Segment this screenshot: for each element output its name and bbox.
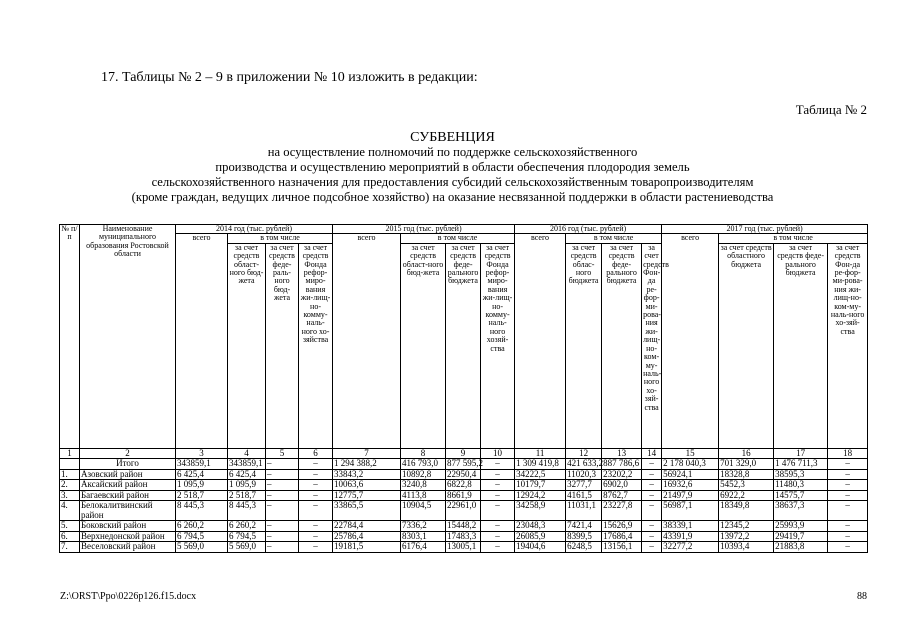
column-number: 3 bbox=[176, 448, 228, 459]
column-number: 9 bbox=[446, 448, 481, 459]
table-cell: 26085,9 bbox=[515, 531, 566, 542]
table-cell: 56924,1 bbox=[662, 469, 719, 480]
table-cell: 421 633,2 bbox=[567, 458, 604, 469]
table-cell: 887 786,6 bbox=[602, 459, 642, 470]
table-cell: – bbox=[642, 521, 662, 532]
table-cell: 343859,1 bbox=[176, 459, 228, 470]
table-cell: – bbox=[299, 521, 333, 532]
header-total: всего bbox=[333, 234, 401, 448]
title-heading: СУБВЕНЦИЯ bbox=[410, 130, 495, 145]
table-cell: – bbox=[642, 490, 662, 501]
table-cell: 8 445,3 bbox=[176, 501, 228, 521]
header-total: всего bbox=[515, 234, 566, 448]
table-cell: – bbox=[299, 501, 333, 521]
header-year-2017: 2017 год (тыс. рублей) bbox=[662, 225, 868, 234]
header-total: всего bbox=[176, 234, 228, 448]
municipality-name: Аксайский район bbox=[80, 480, 176, 491]
row-number bbox=[60, 459, 80, 470]
table-cell: – bbox=[299, 459, 333, 470]
header-housing-fund: за счет средств Фон-да ре-фор-ми-рова-ния жи-лищ-но-ком-му-наль-ного хо-зяй-ства bbox=[642, 243, 662, 448]
table-cell: 1 294 388,2 bbox=[333, 459, 401, 470]
table-cell: 6 260,2 bbox=[176, 521, 228, 532]
header-incl: в том числе bbox=[566, 234, 662, 243]
table-cell: 10179,7 bbox=[515, 480, 566, 491]
column-number: 15 bbox=[662, 448, 719, 459]
title-line: сельскохозяйственного назначения для предоставления субсидий сельскохозяйственным товаропроизводителям bbox=[151, 175, 754, 189]
table-cell: 15448,2 bbox=[446, 521, 481, 532]
table-row bbox=[60, 542, 868, 553]
header-name: Наименование муниципального образования Ростовской области bbox=[80, 225, 176, 449]
table-cell: 3277,7 bbox=[566, 480, 602, 491]
column-number: 10 bbox=[481, 448, 515, 459]
table-cell: 10393,4 bbox=[719, 542, 774, 553]
table-cell: 23202,2 bbox=[602, 469, 642, 480]
table-cell: 19181,5 bbox=[333, 542, 401, 553]
table-cell: 6 260,2 bbox=[228, 521, 266, 532]
table-cell: – bbox=[299, 542, 333, 553]
table-cell: 4113,8 bbox=[401, 490, 446, 501]
table-cell: 3240,8 bbox=[401, 480, 446, 491]
table-cell: – bbox=[642, 542, 662, 553]
header-regional-budget: за счет средств област-ного бюд-жета bbox=[401, 243, 446, 448]
table-cell: 6922,2 bbox=[719, 490, 774, 501]
table-cell: 32277,2 bbox=[662, 542, 719, 553]
table-cell: – bbox=[481, 521, 515, 532]
table-cell: – bbox=[266, 459, 299, 470]
table-cell: 343859,1 bbox=[228, 459, 266, 470]
column-number: 1 bbox=[60, 448, 80, 459]
table-cell: 33865,5 bbox=[333, 501, 401, 521]
table-cell: 2 178 040,3 bbox=[662, 459, 719, 470]
header-incl: в том числе bbox=[719, 234, 868, 243]
header-housing-fund: за счет средств Фон-да ре-фор-ми-рова-ния жи-лищ-но-ком-му-наль-ного хо-зяй-ства bbox=[828, 243, 868, 448]
document-title bbox=[0, 130, 905, 205]
table-row bbox=[60, 480, 868, 491]
table-cell: 15626,9 bbox=[602, 521, 642, 532]
table-cell: 10904,5 bbox=[401, 501, 446, 521]
table-cell: 10892,8 bbox=[401, 469, 446, 480]
row-number: 3. bbox=[60, 490, 80, 501]
table-cell: – bbox=[266, 490, 299, 501]
header-housing-fund: за счет средств Фонда рефор-миро-вания жи-лищ-но-комму-наль-ного хо-зяйства bbox=[299, 243, 333, 448]
row-number: 1. bbox=[60, 469, 80, 480]
column-number: 12 bbox=[566, 448, 602, 459]
table-cell: 6 425,4 bbox=[176, 469, 228, 480]
column-number: 8 bbox=[401, 448, 446, 459]
table-cell: 12924,2 bbox=[515, 490, 566, 501]
title-line: производства и осуществлению мероприятий в области обеспечения плодородия земель bbox=[215, 160, 690, 174]
table-cell: 23227,8 bbox=[602, 501, 642, 521]
column-number: 4 bbox=[228, 448, 266, 459]
table-cell: 56987,1 bbox=[662, 501, 719, 521]
table-cell: 6 794,5 bbox=[228, 531, 266, 542]
table-cell: 8303,1 bbox=[401, 531, 446, 542]
table-cell: – bbox=[299, 480, 333, 491]
table-cell: 1 095,9 bbox=[176, 480, 228, 491]
header-year-2015: 2015 год (тыс. рублей) bbox=[333, 225, 515, 234]
header-federal-budget: за счет средств феде-рального бюджета bbox=[602, 243, 642, 448]
table-row bbox=[60, 501, 868, 521]
table-row bbox=[60, 521, 868, 532]
table-cell: – bbox=[266, 469, 299, 480]
table-cell: – bbox=[481, 501, 515, 521]
table-cell: 25993,9 bbox=[774, 521, 828, 532]
table-cell: 16932,6 bbox=[662, 480, 719, 491]
table-cell: 38339,1 bbox=[662, 521, 719, 532]
table-cell: 4161,5 bbox=[566, 490, 602, 501]
table-cell: – bbox=[299, 531, 333, 542]
row-number: 6. bbox=[60, 531, 80, 542]
table-cell: – bbox=[642, 469, 662, 480]
table-number: Таблица № 2 bbox=[795, 102, 867, 117]
table-cell: 13005,1 bbox=[446, 542, 481, 553]
row-number: 7. bbox=[60, 542, 80, 553]
table-row bbox=[60, 531, 868, 542]
table-cell: 8 445,3 bbox=[228, 501, 266, 521]
header-incl: в том числе bbox=[228, 234, 333, 243]
table-cell: 6822,8 bbox=[446, 480, 481, 491]
table-cell: 11031,1 bbox=[566, 501, 602, 521]
table-cell: 12775,7 bbox=[333, 490, 401, 501]
table-cell: 11020,3 bbox=[566, 469, 602, 480]
table-cell: 2 518,7 bbox=[228, 490, 266, 501]
header-regional-budget: за счет средств област-ного бюд-жета bbox=[228, 243, 266, 448]
table-cell: 416 793,0 bbox=[401, 459, 446, 470]
table-cell: 34222,5 bbox=[515, 469, 566, 480]
table-cell: – bbox=[266, 531, 299, 542]
table-cell: 6248,5 bbox=[566, 542, 602, 553]
municipality-name: Веселовский район bbox=[80, 542, 176, 553]
table-cell: – bbox=[828, 501, 868, 521]
header-federal-budget: за счет средств феде-рального бюджета bbox=[774, 243, 828, 448]
table-cell: 17686,4 bbox=[602, 531, 642, 542]
table-cell: 11480,3 bbox=[774, 480, 828, 491]
header-federal-budget: за счет средств феде-раль-ного бюд-жета bbox=[266, 243, 299, 448]
table-cell: 6902,0 bbox=[602, 480, 642, 491]
table-cell: 17483,3 bbox=[446, 531, 481, 542]
table-cell: 43391,9 bbox=[662, 531, 719, 542]
table-row bbox=[60, 469, 868, 480]
table-cell: – bbox=[481, 459, 515, 470]
table-cell: 14575,7 bbox=[774, 490, 828, 501]
header-incl: в том числе bbox=[401, 234, 515, 243]
table-cell: 29419,7 bbox=[774, 531, 828, 542]
table-cell: – bbox=[828, 531, 868, 542]
table-cell: 8661,9 bbox=[446, 490, 481, 501]
table-cell: 12345,2 bbox=[719, 521, 774, 532]
municipality-name: Азовский район bbox=[80, 469, 176, 480]
header-year-2016: 2016 год (тыс. рублей) bbox=[515, 225, 662, 234]
header-row-groups bbox=[60, 234, 868, 243]
table-cell: – bbox=[266, 521, 299, 532]
table-cell: – bbox=[299, 490, 333, 501]
column-number: 6 bbox=[299, 448, 333, 459]
table-cell: – bbox=[266, 542, 299, 553]
table-cell: 33843,2 bbox=[333, 469, 401, 480]
table-cell: 38595,3 bbox=[774, 469, 828, 480]
row-number: 5. bbox=[60, 521, 80, 532]
table-cell: 22961,0 bbox=[446, 501, 481, 521]
row-number: 2. bbox=[60, 480, 80, 491]
table-cell: 38637,3 bbox=[774, 501, 828, 521]
municipality-name: Белокалитвинский район bbox=[80, 501, 176, 521]
table-cell: – bbox=[828, 459, 868, 470]
table-row bbox=[60, 490, 868, 501]
municipality-name: Боковский район bbox=[80, 521, 176, 532]
table-cell: – bbox=[828, 480, 868, 491]
municipality-name: Верхнедонской район bbox=[80, 531, 176, 542]
table-cell: 8762,7 bbox=[602, 490, 642, 501]
table-cell: – bbox=[828, 469, 868, 480]
table-cell: 22784,4 bbox=[333, 521, 401, 532]
column-number: 17 bbox=[774, 448, 828, 459]
table-cell: 10063,6 bbox=[333, 480, 401, 491]
table-cell: 701 329,0 bbox=[719, 459, 774, 470]
column-number: 16 bbox=[719, 448, 774, 459]
table-cell: – bbox=[642, 459, 662, 470]
title-line: (кроме граждан, ведущих личное подсобное хозяйство) на оказание несвязанной поддержки в области растениеводства bbox=[131, 190, 774, 204]
table-row bbox=[60, 459, 868, 470]
table-cell: 8399,5 bbox=[566, 531, 602, 542]
table-cell: – bbox=[828, 490, 868, 501]
table-cell: – bbox=[642, 531, 662, 542]
table-cell: 6176,4 bbox=[401, 542, 446, 553]
table-cell: – bbox=[266, 480, 299, 491]
table-cell: – bbox=[481, 480, 515, 491]
table-cell: 21497,9 bbox=[662, 490, 719, 501]
column-number: 18 bbox=[828, 448, 868, 459]
table-cell: 23048,3 bbox=[515, 521, 566, 532]
intro-text: 17. Таблицы № 2 – 9 в приложении № 10 изложить в редакции: bbox=[101, 70, 478, 85]
header-housing-fund: за счет средств Фонда рефор-миро-вания жи-лищ-но-комму-наль-ного хозяй-ства bbox=[481, 243, 515, 448]
table-cell: 5 569,0 bbox=[228, 542, 266, 553]
header-federal-budget: за счет средств феде-рального бюджета bbox=[446, 243, 481, 448]
table-cell: 6 425,4 bbox=[228, 469, 266, 480]
subvention-table bbox=[59, 224, 868, 553]
title-line: на осуществление полномочий по поддержке сельскохозяйственного bbox=[267, 145, 638, 159]
table-cell: – bbox=[642, 480, 662, 491]
row-number: 4. bbox=[60, 501, 80, 521]
table-cell: 25786,4 bbox=[333, 531, 401, 542]
column-number-row bbox=[60, 448, 868, 459]
table-cell: 5452,3 bbox=[719, 480, 774, 491]
header-total: всего bbox=[662, 234, 719, 448]
table-cell: 13972,2 bbox=[719, 531, 774, 542]
table-cell: 7336,2 bbox=[401, 521, 446, 532]
column-number: 7 bbox=[333, 448, 401, 459]
table-cell: 21883,8 bbox=[774, 542, 828, 553]
table-cell: 1 095,9 bbox=[228, 480, 266, 491]
table-cell: 2 518,7 bbox=[176, 490, 228, 501]
page-number: 88 bbox=[857, 591, 867, 602]
column-number: 5 bbox=[266, 448, 299, 459]
table-cell: – bbox=[266, 501, 299, 521]
table-cell: – bbox=[299, 469, 333, 480]
table-cell: 5 569,0 bbox=[176, 542, 228, 553]
table-cell: 18349,8 bbox=[719, 501, 774, 521]
table-cell: – bbox=[481, 469, 515, 480]
table-cell: 6 794,5 bbox=[176, 531, 228, 542]
table-cell: 877 595,2 bbox=[447, 458, 484, 469]
header-regional-budget: за счет средств областного бюджета bbox=[719, 243, 774, 448]
header-no: № п/п bbox=[60, 225, 80, 449]
header-regional-budget: за счет средств облас-ного бюджета bbox=[566, 243, 602, 448]
table-cell: – bbox=[481, 490, 515, 501]
table-cell: – bbox=[828, 521, 868, 532]
table-cell: 7421,4 bbox=[566, 521, 602, 532]
municipality-name: Итого bbox=[80, 459, 176, 470]
column-number: 14 bbox=[642, 448, 662, 459]
table-cell: – bbox=[828, 542, 868, 553]
table-cell: – bbox=[481, 542, 515, 553]
column-number: 2 bbox=[80, 448, 176, 459]
table-cell: 19404,6 bbox=[515, 542, 566, 553]
table-cell: 22950,4 bbox=[446, 469, 481, 480]
table-cell: 1 476 711,3 bbox=[774, 459, 828, 470]
table-cell: 34258,9 bbox=[515, 501, 566, 521]
column-number: 13 bbox=[602, 448, 642, 459]
header-year-2014: 2014 год (тыс. рублей) bbox=[176, 225, 333, 234]
table-cell: 1 309 419,8 bbox=[515, 459, 566, 470]
municipality-name: Багаевский район bbox=[80, 490, 176, 501]
column-number: 11 bbox=[515, 448, 566, 459]
table-cell: – bbox=[481, 531, 515, 542]
table-cell: 18328,8 bbox=[719, 469, 774, 480]
file-path: Z:\ORST\Ppo\0226p126.f15.docx bbox=[60, 591, 197, 602]
table-cell: 13156,1 bbox=[602, 542, 642, 553]
table-cell: – bbox=[642, 501, 662, 521]
